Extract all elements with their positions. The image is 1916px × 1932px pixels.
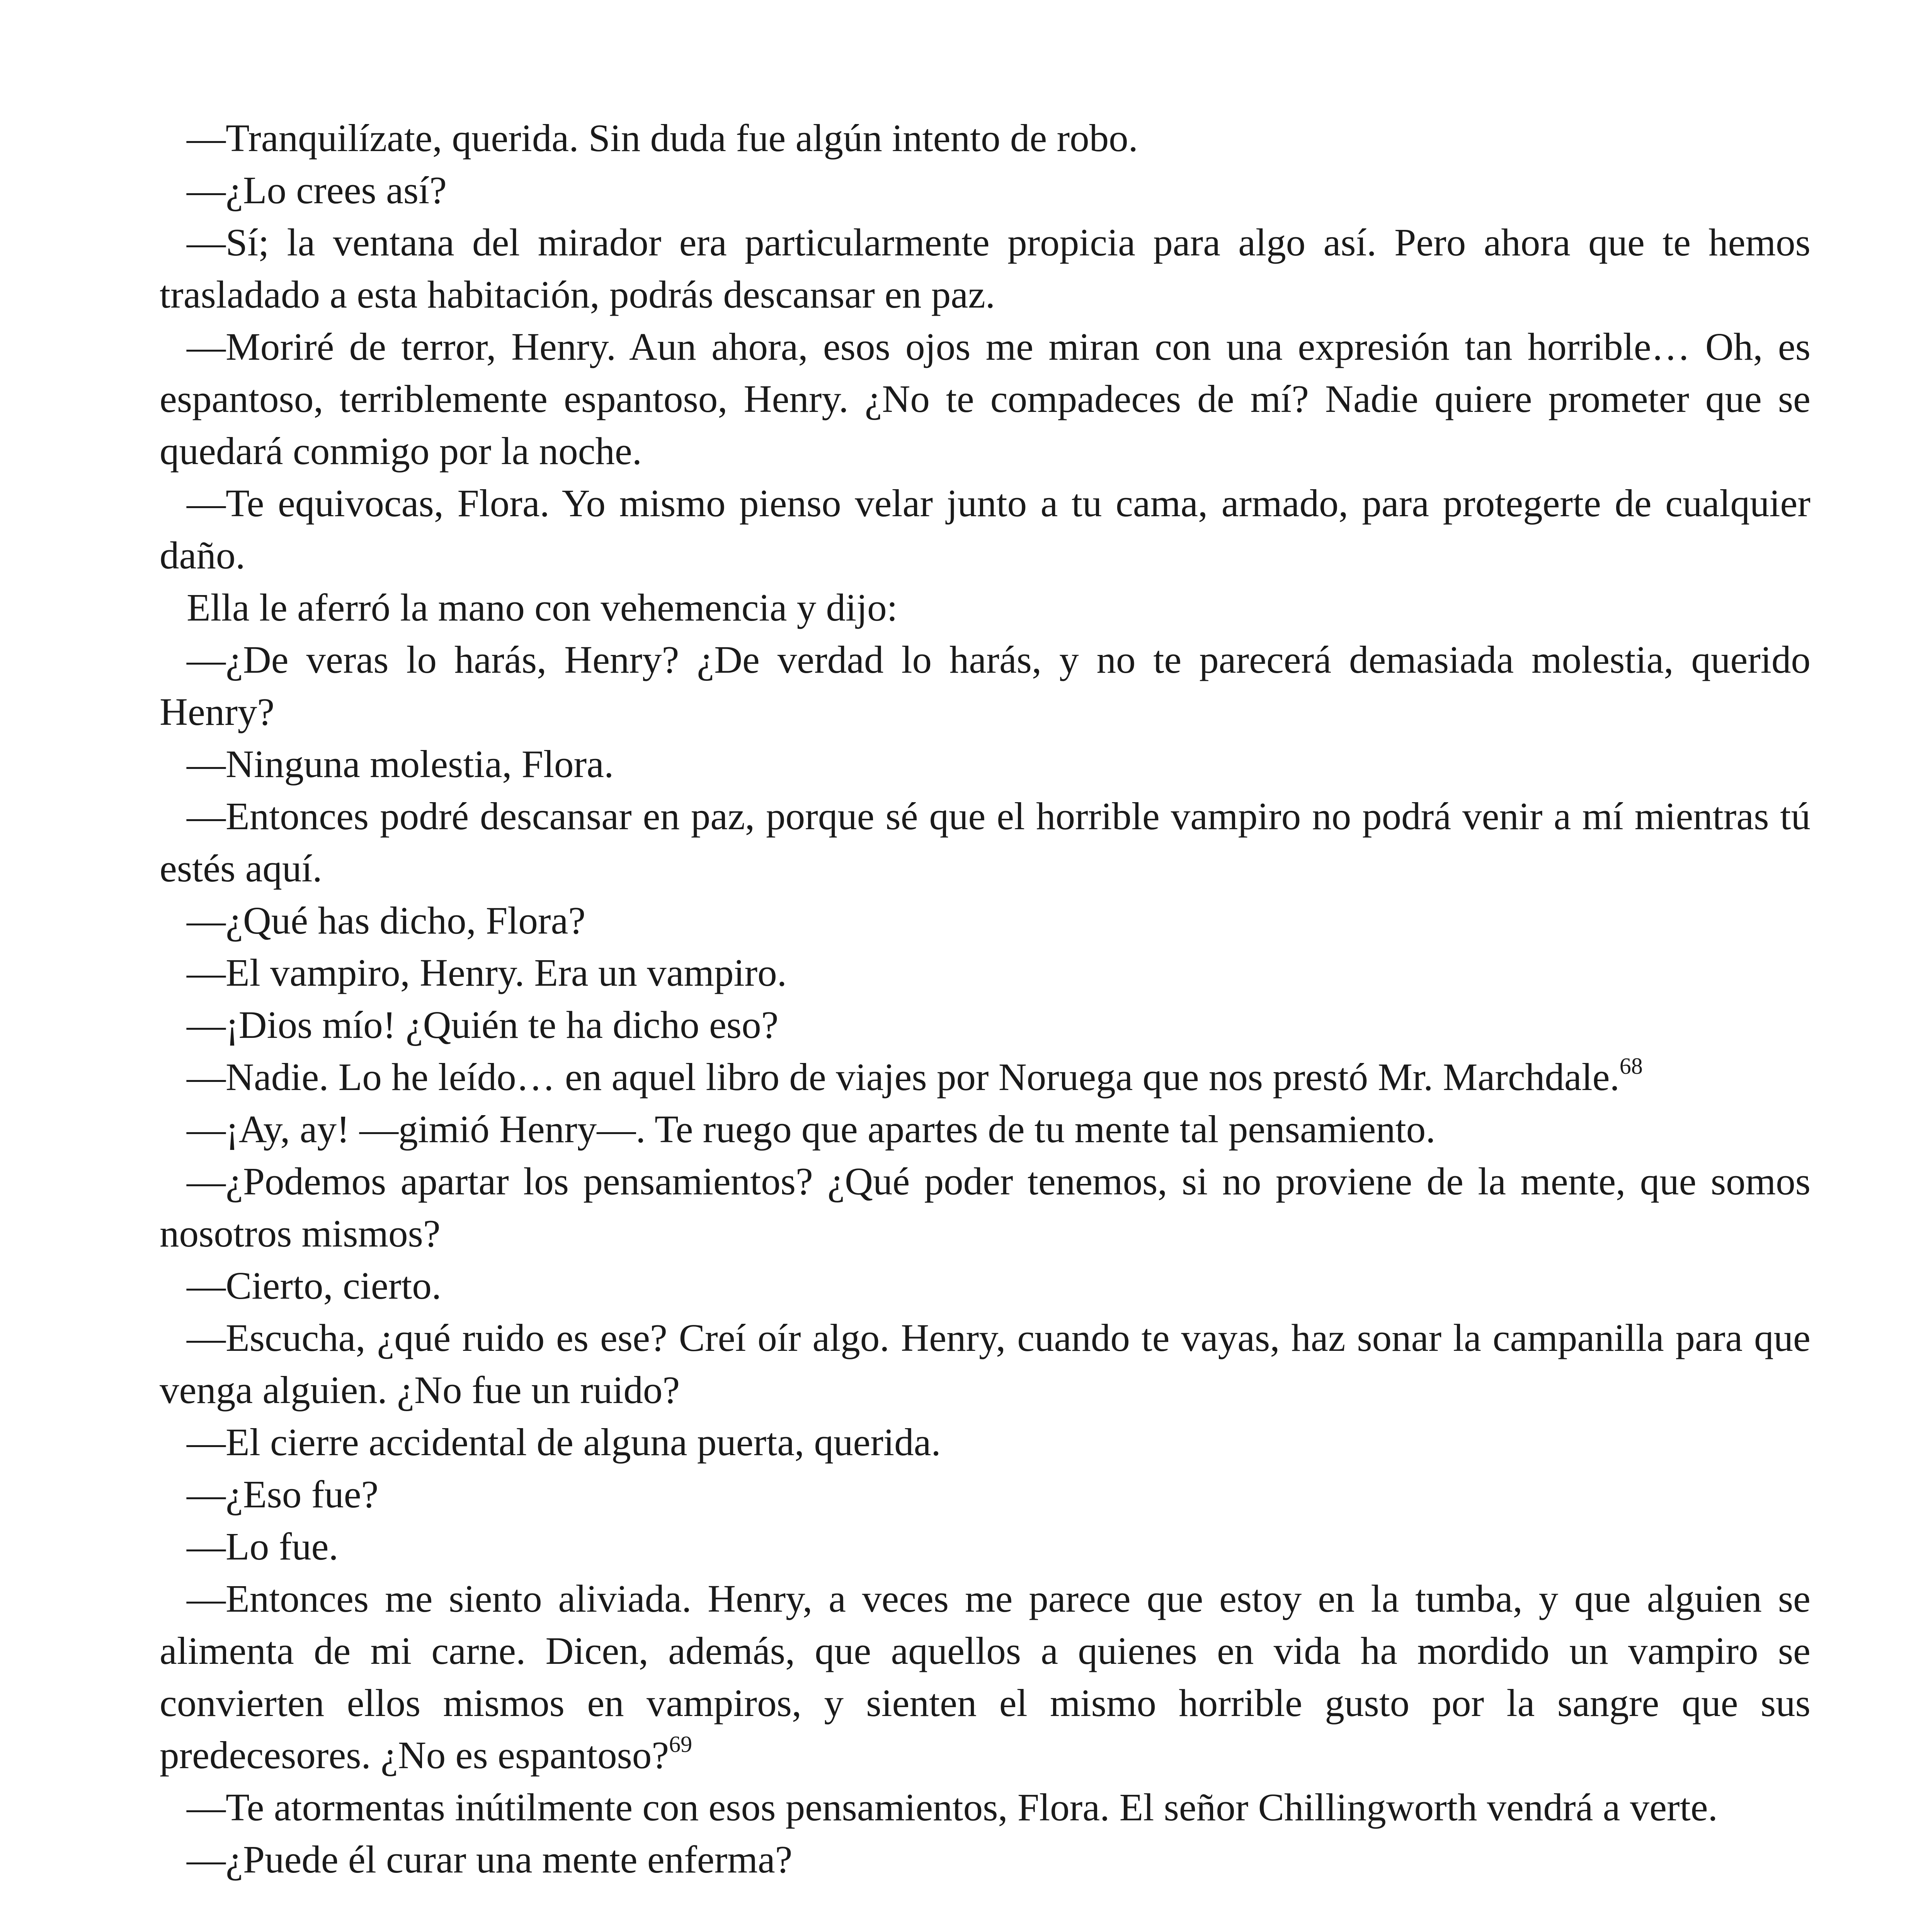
paragraph: —El cierre accidental de alguna puerta, querida. [187, 1420, 941, 1464]
paragraph: —Escucha, ¿qué ruido es ese? Creí oír algo. Henry, cuando te vayas, haz sonar la campanilla para que venga alguien. ¿No fue un ruido? [160, 1316, 1811, 1412]
paragraph: Ella le aferró la mano con vehemencia y dijo: [187, 586, 898, 629]
paragraph: —Ninguna molestia, Flora. [187, 742, 614, 786]
paragraph: —El vampiro, Henry. Era un vampiro. [187, 951, 787, 994]
paragraph: —Sí; la ventana del mirador era particularmente propicia para algo así. Pero ahora que te hemos trasladado a esta habitación, podrás descansar en paz. [160, 221, 1811, 316]
paragraph: —¿Lo crees así? [187, 168, 447, 212]
paragraph: —¿Puede él curar una mente enferma? [187, 1838, 793, 1881]
paragraph: —Moriré de terror, Henry. Aun ahora, esos ojos me miran con una expresión tan horrible… Oh, es espantoso, terriblemente espantoso, Henry. ¿No te compadeces de mí? Nadie quiere prometer que se quedará conmigo por la noche. [160, 325, 1811, 473]
paragraph [160, 1573, 1811, 1781]
paragraph: —¡Ay, ay! —gimió Henry—. Te ruego que apartes de tu mente tal pensamiento. [187, 1107, 1436, 1151]
paragraph: —Te equivocas, Flora. Yo mismo pienso velar junto a tu cama, armado, para protegerte de cualquier daño. [160, 481, 1811, 577]
main-text [160, 112, 1811, 1886]
paragraph [160, 1051, 1811, 1103]
paragraph: —Te atormentas inútilmente con esos pensamientos, Flora. El señor Chillingworth vendrá a verte. [187, 1786, 1718, 1829]
paragraph: —¿De veras lo harás, Henry? ¿De verdad lo harás, y no te parecerá demasiada molestia, querido Henry? [160, 638, 1811, 733]
footnote-reference[interactable]: 69 [669, 1731, 693, 1757]
paragraph: —¡Dios mío! ¿Quién te ha dicho eso? [187, 1003, 779, 1046]
paragraph: —Cierto, cierto. [187, 1264, 442, 1307]
paragraph: —¿Eso fue? [187, 1473, 379, 1516]
paragraph-text: —Nadie. Lo he leído… en aquel libro de viajes por Noruega que nos prestó Mr. Marchdale. [187, 1055, 1620, 1099]
footnote-reference[interactable]: 68 [1619, 1053, 1643, 1079]
paragraph: —Entonces podré descansar en paz, porque sé que el horrible vampiro no podrá venir a mí mientras tú estés aquí. [160, 794, 1811, 890]
paragraph: —¿Podemos apartar los pensamientos? ¿Qué poder tenemos, si no proviene de la mente, que somos nosotros mismos? [160, 1160, 1811, 1255]
paragraph: —Tranquilízate, querida. Sin duda fue algún intento de robo. [187, 116, 1138, 160]
paragraph: —¿Qué has dicho, Flora? [187, 899, 586, 942]
paragraph-text: —Entonces me siento aliviada. Henry, a veces me parece que estoy en la tumba, y que alguien se alimenta de mi carne. Dicen, además, que aquellos a quienes en vida ha mordido un vampiro se convierten ellos mismos en vampiros, y sienten el mismo horrible gusto por la sangre que sus predecesores. ¿No es espantoso? [160, 1577, 1811, 1777]
paragraph: —Lo fue. [187, 1525, 339, 1568]
